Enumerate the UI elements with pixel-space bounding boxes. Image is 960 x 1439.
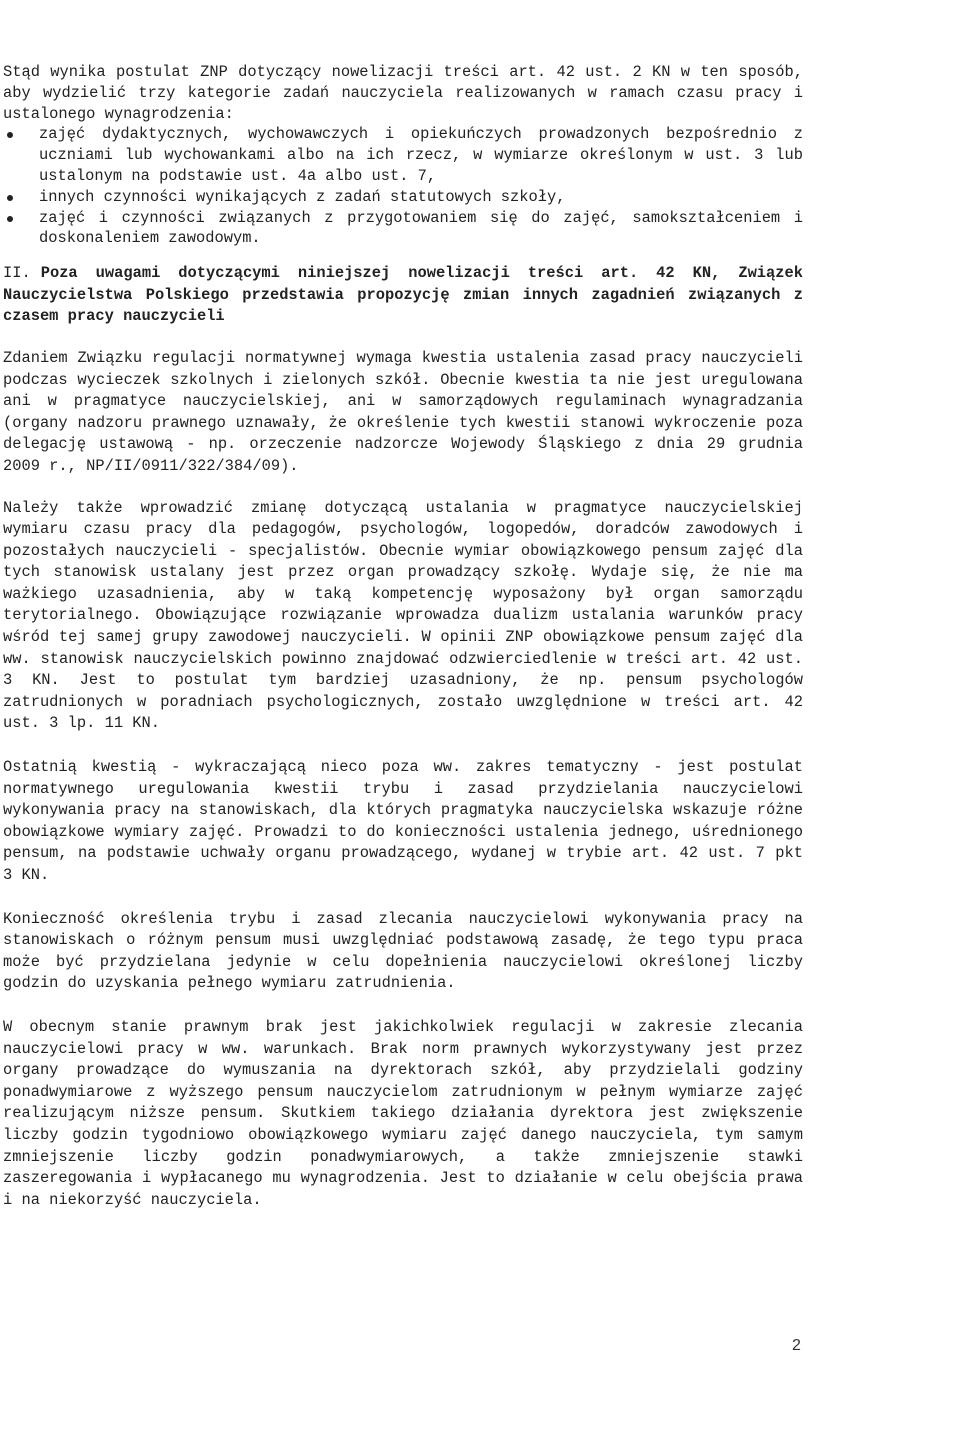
intro-paragraph: Stąd wynika postulat ZNP dotyczący nowelizacji treści art. 42 ust. 2 KN w ten sposób, aby wydzielić trzy kategorie zadań nauczyciela realizowanych w ramach czasu pracy i ustalonego wynagrodzenia: xyxy=(3,63,803,123)
body-paragraph: Zdaniem Związku regulacji normatywnej wymaga kwestia ustalenia zasad pracy nauczycieli podczas wycieczek szkolnych i zielonych szkół. Obecnie kwestia ta nie jest uregulowana ani w pragmatyce nauczycielskiej, ani w samorządowych regulaminach wynagradzania (organy nadzoru prawnego uznawały, że określenie tych kwestii stanowi wykroczenie poza delegację ustawową - np. orzeczenie nadzorcze Wojewody Śląskiego z dnia 29 grudnia 2009 r., NP/II/0911/322/384/09). xyxy=(3,348,803,475)
list-item: zajęć dydaktycznych, wychowawczych i opiekuńczych prowadzonych bezpośrednio z uczniami lub wychowankami albo na ich rzecz, w wymiarze określonym w ust. 3 lub ustalonym na podstawie ust. 4a albo ust. 7, xyxy=(3,124,803,186)
section-number: II. xyxy=(3,264,31,283)
document-page xyxy=(3,62,803,1211)
body-paragraph: Ostatnią kwestią - wykraczającą nieco poza ww. zakres tematyczny - jest postulat normatywnego uregulowania kwestii trybu i zasad przydzielania nauczycielowi wykonywania pracy na stanowiskach, dla których pragmatyka nauczycielska wskazuje różne obowiązkowe wymiary zajęć. Prowadzi to do konieczności ustalenia jednego, uśrednionego pensum, na podstawie uchwały organu prowadzącego, wydanej w trybie art. 42 ust. 7 pkt 3 KN. xyxy=(3,758,803,885)
body-paragraph: W obecnym stanie prawnym brak jest jakichkolwiek regulacji w zakresie zlecania nauczycielowi pracy w ww. warunkach. Brak norm prawnych wykorzystywany jest przez organy prowadzące do wymuszania na dyrektorach szkół, aby przydzielali godziny ponadwymiarowe z wyższego pensum nauczycielom zatrudnionym w pełnym wymiarze zajęć realizującym niższe pensum. Skutkiem takiego działania dyrektora jest zwiększenie liczby godzin tygodniowo obowiązkowego wymiaru zajęć danego nauczyciela, tym samym zmniejszenie liczby godzin ponadwymiarowych, a także zmniejszenie stawki zaszeregowania i wypłacanego mu wynagrodzenia. Jest to działanie w celu obejścia prawa i na niekorzyść nauczyciela. xyxy=(3,1017,803,1209)
task-category-list xyxy=(3,124,803,249)
body-paragraph: Należy także wprowadzić zmianę dotyczącą ustalania w pragmatyce nauczycielskiej wymiaru czasu pracy dla pedagogów, psychologów, logopedów, doradców zawodowych i pozostałych nauczycieli - specjalistów. Obecnie wymiar obowiązkowego pensum zajęć dla tych stanowisk ustalany jest przez organ prowadzący szkołę. Wydaje się, że nie ma ważkiego uzasadnienia, aby w taką kompetencję wyposażony był organ samorządu terytorialnego. Obowiązujące rozwiązanie wprowadza dualizm ustalania warunków pracy wśród tej samej grupy zawodowej nauczycieli. W opinii ZNP obowiązkowe pensum zajęć dla ww. stanowisk nauczycielskich powinno znajdować odzwierciedlenie w treści art. 42 ust. 3 KN. Jest to postulat tym bardziej uzasadniony, że np. pensum psychologów zatrudnionych w poradniach psychologicznych, zostało uwzględnione w treści art. 42 ust. 3 lp. 11 KN. xyxy=(3,498,803,733)
page-number: 2 xyxy=(792,1337,801,1354)
section-heading xyxy=(3,263,803,328)
body-paragraph: Konieczność określenia trybu i zasad zlecania nauczycielowi wykonywania pracy na stanowiskach o różnym pensum musi uwzględniać podstawową zasadę, że tego typu praca może być przydzielana jedynie w celu dopełnienia nauczycielowi określonej liczby godzin do uzyskania pełnego wymiaru zatrudnienia. xyxy=(3,909,803,993)
list-item: zajęć i czynności związanych z przygotowaniem się do zajęć, samokształceniem i doskonaleniem zawodowym. xyxy=(3,208,803,250)
list-item: innych czynności wynikających z zadań statutowych szkoły, xyxy=(3,187,803,208)
section-heading-text: Poza uwagami dotyczącymi niniejszej nowelizacji treści art. 42 KN, Związek Nauczycielstwa Polskiego przedstawia propozycję zmian innych zagadnień związanych z czasem pracy nauczycieli xyxy=(3,264,803,326)
